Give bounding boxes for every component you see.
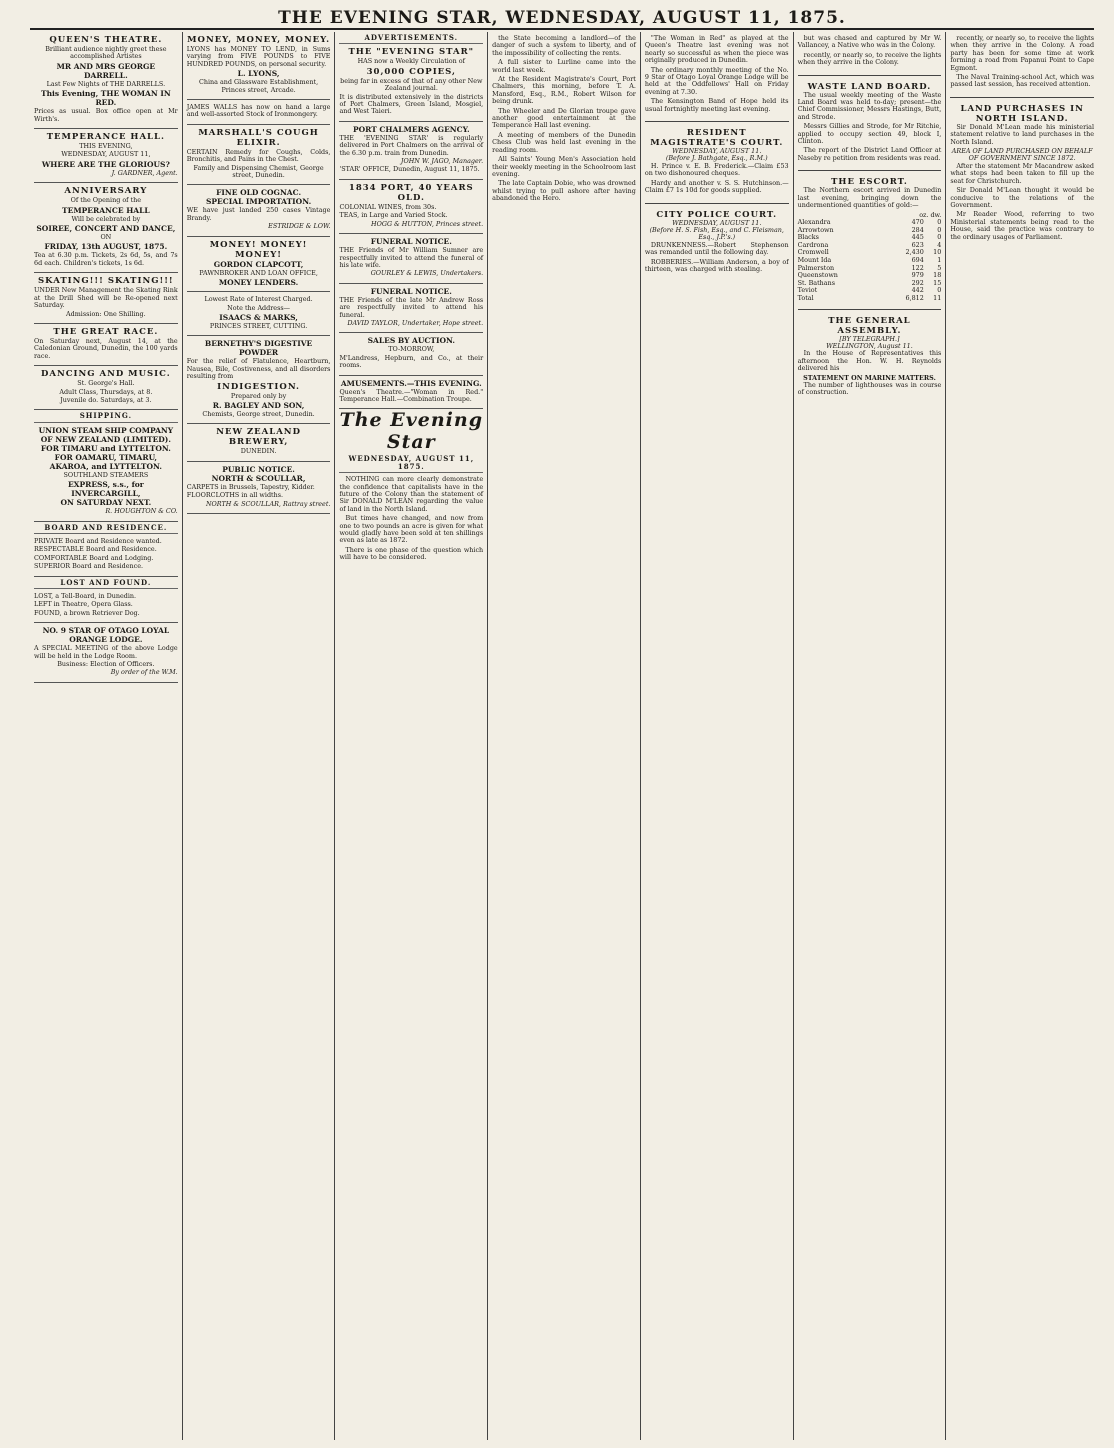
column-3	[335, 32, 488, 1440]
ad-line: Brilliant audience nightly greet these accomplished Artistes	[45, 45, 167, 61]
ad-line: RESPECTABLE Board and Residence.	[34, 545, 157, 554]
advertisements-head: ADVERTISEMENTS.	[339, 32, 483, 44]
ad-line: JOHN W. JAGO, Manager.	[400, 157, 484, 166]
escort-oz: 122	[911, 263, 924, 272]
article-paragraph: ROBBERIES.—William Anderson, a boy of thirteen, was charged with stealing.	[644, 257, 789, 273]
article-paragraph: In the House of Representatives this afternoon the Hon. W. H. Reynolds delivered his	[797, 349, 942, 373]
escort-district: Mount Ida	[797, 256, 832, 265]
ad-line: PAWNBROKER AND LOAN OFFICE,	[199, 268, 318, 277]
ad-line: UNDER New Management the Skating Rink at the Drill Shed will be Re-opened next Saturday.	[34, 286, 178, 310]
ad-line: SOUTHLAND STEAMERS	[63, 470, 149, 479]
public-notice-ad	[187, 462, 331, 514]
article-paragraph: The ordinary monthly meeting of the No. 9 Star of Otago Loyal Orange Lodge will be held at the Oddfellows' Hall on Friday evening at 7.30.	[644, 65, 789, 96]
article-heading: THE ESCORT.	[831, 177, 908, 188]
escort-dw: 4	[937, 240, 942, 249]
ad-line: ON	[100, 233, 112, 242]
brewery-ad	[187, 424, 331, 461]
ad-line: Lowest Rate of Interest Charged.	[204, 295, 313, 304]
ad-line: Juvenile do. Saturdays, at 3.	[60, 395, 152, 404]
ad-line: Admission: One Shilling.	[66, 309, 146, 318]
ad-line: Family and Dispensing Chemist, George street, Dunedin.	[193, 163, 324, 180]
article-paragraph: The Northern escort arrived in Dunedin last evening, bringing down the undermentioned quantities of gold:—	[797, 186, 942, 210]
dancing-ad	[34, 366, 178, 410]
article-paragraph: The Wheeler and De Glorian troupe gave another good entertainment at the Temperance Hall last evening.	[492, 106, 636, 130]
ad-line: WEDNESDAY, AUGUST 11,	[61, 150, 151, 159]
ad-heading: FUNERAL NOTICE.	[370, 286, 452, 296]
ad-line: Prices as usual. Box office open at Mr Wirth's.	[34, 107, 178, 123]
ad-line: EXPRESS, s.s., for INVERCARGILL,	[67, 480, 144, 499]
ad-line: This Evening, THE WOMAN IN RED.	[41, 89, 171, 108]
escort-oz: 2,430	[905, 248, 924, 257]
nameplate: The Evening Star	[339, 409, 483, 454]
escort-district: Cardrona	[797, 240, 829, 249]
ad-line: WE have just landed 250 cases Vintage Brandy.	[186, 206, 331, 222]
news-column	[492, 32, 636, 208]
race-ad	[34, 324, 178, 366]
ad-line: CARPETS in Brussels, Tapestry, Kidder.	[186, 482, 315, 491]
article-paragraph: All Saints' Young Men's Association held their weekly meeting in the Schoolroom last evening.	[492, 155, 636, 178]
escort-district: Cromwell	[797, 248, 829, 257]
article-paragraph: Sir Donald M'Lean made his ministerial statement relative to land purchases in the North Island.	[950, 122, 1095, 146]
escort-dw: 0	[937, 218, 942, 227]
ad-line: On Saturday next, August 14, at the Caledonian Ground, Dunedin, the 100 yards race.	[34, 336, 178, 360]
money-ad	[187, 32, 331, 100]
column-4	[488, 32, 641, 1440]
escort-district: St. Bathans	[797, 278, 835, 287]
ad-heading: MONEY, MONEY, MONEY.	[187, 35, 331, 45]
article-paragraph: But times have changed, and now from one to two pounds an acre is given for what would gladly have been sold at ten shillings even as late as 1872.	[339, 514, 484, 545]
article-heading: THE GENERAL ASSEMBLY.	[828, 315, 911, 336]
escort-oz: 979	[911, 271, 924, 280]
article-paragraph: The late Captain Dobie, who was drowned whilst trying to pull ashore after having abandoned the Hero.	[492, 179, 636, 203]
ad-heading: TEMPERANCE HALL.	[46, 132, 165, 143]
waste-land-board	[798, 79, 942, 168]
ad-heading: FUNERAL NOTICE.	[370, 237, 452, 247]
escort-total-label: Total	[797, 294, 814, 303]
ad-line: GORDON CLAPCOTT,	[213, 259, 304, 269]
ad-line: M'Landress, Hepburn, and Co., at their rooms.	[339, 353, 484, 370]
ad-line: FOR OAMARU, TIMARU, AKAROA, and LYTTELTON.	[49, 452, 163, 471]
ad-line: THIS EVENING,	[79, 142, 133, 151]
article-paragraph: but was chased and captured by Mr W. Vallancey, a Native who was in the Colony.	[797, 34, 942, 50]
sales-ad	[339, 333, 483, 375]
article-heading: RESIDENT MAGISTRATE'S COURT.	[650, 128, 784, 149]
article-paragraph: the State becoming a landlord—of the danger of such a system to liberty, and of the impossibility of collecting the rents.	[492, 34, 636, 57]
ad-line: HAS now a Weekly Circulation of	[357, 57, 466, 66]
ad-heading: BERNETHY'S DIGESTIVE POWDER	[204, 339, 313, 358]
ad-line: Of the Opening of the	[70, 196, 142, 205]
article-paragraph: A meeting of members of the Dunedin Chess Club was held last evening in the reading room.	[492, 130, 636, 154]
ad-heading: MARSHALL'S COUGH ELIXIR.	[198, 127, 319, 148]
ad-line: TEMPERANCE HALL	[62, 205, 150, 215]
ad-line: St. George's Hall.	[77, 379, 135, 388]
column-1	[30, 32, 183, 1440]
ad-line: Chemists, George street, Dunedin.	[202, 409, 315, 418]
article-date: WEDNESDAY, AUGUST 11.	[672, 147, 762, 156]
article-heading: WASTE LAND BOARD.	[807, 81, 932, 92]
ad-line: Queen's Theatre.—"Woman in Red." Temperance Hall.—Combination Troupe.	[339, 387, 484, 403]
ad-heading: PORT CHALMERS AGENCY.	[352, 124, 470, 134]
article-date: WEDNESDAY, AUGUST 11.	[672, 218, 762, 227]
escort-total-dw: 11	[933, 294, 942, 303]
ad-line: THE 'EVENING STAR' is regularly delivered in Port Chalmers on the arrival of the 6.30 p.m. train from Dunedin.	[339, 133, 484, 157]
ad-line: It is distributed extensively in the districts of Port Chalmers, Green Island, Mosgiel, and West Taieri.	[339, 92, 484, 116]
ad-line: being far in excess of that of any other New Zealand journal.	[340, 76, 483, 93]
news-column	[798, 32, 942, 72]
ad-line: DAVID TAYLOR, Undertaker, Hope street.	[347, 318, 484, 327]
ad-heading: NEW ZEALAND BREWERY,	[216, 427, 301, 448]
lodge-ad	[34, 623, 178, 683]
ad-line: FRIDAY, 13th AUGUST, 1875.	[44, 242, 168, 252]
ad-line: Tea at 6.30 p.m. Tickets, 2s 6d, 5s, and 7s 6d each. Children's tickets, 1s 6d.	[34, 251, 178, 267]
ad-line: For the relief of Flatulence, Heartburn, Nausea, Bile, Costiveness, and all disorders resulting from	[186, 357, 331, 381]
ad-heading: NO. 9 STAR OF OTAGO LOYAL ORANGE LODGE.	[42, 626, 170, 645]
escort-district: Palmerston	[797, 263, 835, 272]
article-paragraph: The usual weekly meeting of the Waste Land Board was held to-day; present—the Chief Commissioner, Messrs Hastings, Butt, and Strode.	[797, 90, 942, 121]
ad-line: THE Friends of Mr William Sumner are respectfully invited to attend the funeral of his late wife.	[339, 246, 484, 269]
ad-line: China and Glassware Establishment, Princes street, Arcade.	[198, 78, 319, 94]
escort-oz: 284	[911, 225, 924, 234]
article-byline: (Before J. Bathgate, Esq., R.M.)	[665, 154, 768, 163]
ad-line: ISAACS & MARKS,	[219, 312, 298, 322]
ad-line: Prepared only by	[230, 391, 287, 400]
ad-line: 30,000 COPIES,	[366, 66, 456, 77]
article-paragraph: "The Woman in Red" as played at the Queen's Theatre last evening was not nearly so successful as when the piece was originally produced in Dunedin.	[644, 34, 789, 65]
escort-dw: 5	[937, 263, 942, 272]
escort-oz: 292	[911, 278, 924, 287]
masthead-title: THE EVENING STAR, WEDNESDAY, AUGUST 11, 1875.	[278, 8, 846, 28]
article-paragraph: The Kensington Band of Hope held its usual fortnightly meeting last evening.	[644, 97, 789, 113]
escort-total-row	[798, 295, 942, 303]
shipping-ad	[34, 423, 178, 522]
columns	[30, 32, 1098, 1440]
ad-line: LYONS has MONEY TO LEND, in Sums varying from FIVE POUNDS to FIVE HUNDRED POUNDS, on personal security.	[186, 45, 331, 68]
ad-line: FOR TIMARU and LYTTELTON.	[40, 443, 171, 453]
article-paragraph: There is one phase of the question which will have to be considered.	[339, 545, 484, 562]
escort-district: Blacks	[797, 233, 819, 242]
cognac-ad	[187, 185, 331, 236]
ad-line: MONEY LENDERS.	[218, 278, 299, 288]
ad-line: L. LYONS,	[237, 69, 280, 79]
leader-article	[339, 473, 483, 566]
escort-district: Teviot	[797, 286, 818, 295]
ad-line: TO-MORROW,	[388, 345, 435, 354]
escort-district: Alexandra	[797, 218, 831, 227]
column-7	[946, 32, 1098, 1440]
escort-dw: 0	[937, 286, 942, 295]
queens-theatre-ad	[34, 32, 178, 129]
ad-line: A SPECIAL MEETING of the above Lodge will be held in the Lodge Room.	[34, 644, 178, 660]
ad-line: ON SATURDAY NEXT.	[60, 498, 152, 508]
masthead	[30, 6, 1094, 30]
article-byline: [BY TELEGRAPH.]	[839, 334, 900, 343]
board-section-head: BOARD AND RESIDENCE.	[34, 522, 178, 534]
lost-section-head: LOST AND FOUND.	[34, 577, 178, 589]
escort-district: Queenstown	[797, 271, 838, 280]
ad-heading: Note the Address—	[227, 303, 291, 312]
funeral-notice-2	[339, 284, 483, 334]
ad-line: GOURLEY & LEWIS, Undertakers.	[370, 269, 484, 278]
ad-heading: SKATING!!! SKATING!!!	[38, 276, 174, 287]
ad-line: UNION STEAM SHIP COMPANY OF NEW ZEALAND (LIMITED).	[38, 425, 174, 444]
ad-line: PRIVATE Board and Residence wanted.	[34, 536, 162, 545]
ad-line: NORTH & SCOULLAR,	[211, 473, 306, 483]
news-column	[645, 32, 789, 118]
ad-heading: THE "EVENING STAR"	[348, 47, 475, 58]
lost-ads	[34, 589, 178, 623]
article-subheading: AREA OF LAND PURCHASED ON BEHALF OF GOVERNMENT SINCE 1872.	[951, 147, 1093, 163]
article-paragraph: Mr Reader Wood, referring to two Ministerial statements being read to the House, said the practice was contrary to the ordinary usages of Parliament.	[950, 210, 1095, 241]
dateline: WEDNESDAY, AUGUST 11, 1875.	[339, 453, 483, 473]
ad-line: SOIREE, CONCERT AND DANCE,	[36, 224, 176, 234]
article-paragraph: Hardy and another v. S. S. Hutchinson.—Claim £7 1s 10d for goods supplied.	[644, 178, 789, 195]
ad-line: FOUND, a brown Retriever Dog.	[34, 608, 140, 617]
escort-oz: 470	[911, 218, 924, 227]
ad-heading: AMUSEMENTS.—THIS EVENING.	[340, 378, 482, 388]
ad-line: ESTRIDGE & LOW.	[268, 222, 331, 231]
ad-line: Last Few Nights of THE DARRELLS.	[46, 79, 166, 88]
article-paragraph: NOTHING can more clearly demonstrate the confidence that capitalists have in the future of the Colony than the statement of Sir DONALD M'LEAN regarding the value of land in the North Island.	[339, 475, 484, 513]
article-paragraph: A full sister to Lurline came into the world last week.	[492, 58, 636, 74]
escort-dw: 18	[933, 271, 942, 280]
ad-line: By order of the W.M.	[110, 668, 178, 677]
escort-dw: 0	[937, 233, 942, 242]
escort-article	[798, 174, 942, 305]
article-paragraph: The Naval Training-school Act, which was passed last session, has received attention.	[950, 73, 1095, 89]
ad-heading: 1834 PORT, 40 YEARS OLD.	[348, 182, 474, 203]
money2-ad	[187, 237, 331, 292]
ad-line: SUPERIOR Board and Residence.	[34, 562, 144, 571]
article-paragraph: recently, or nearly so, to receive the lights when they arrive in the Colony. A road party has been for some time at work forming a road from Papanui Point to Cape Egmont.	[950, 34, 1095, 72]
ad-line: COLONIAL WINES, from 30s.	[339, 202, 437, 211]
police-court	[645, 207, 789, 279]
article-paragraph: recently, or nearly so, to receive the lights when they arrive in the Colony.	[797, 50, 942, 67]
port-wine-ad	[339, 180, 483, 234]
article-paragraph: DRUNKENNESS.—Robert Stephenson was remanded until the following day.	[644, 240, 789, 257]
walls-ad	[187, 100, 331, 125]
temperance-hall-ad	[34, 129, 178, 183]
board-ads	[34, 534, 178, 577]
shipping-section-head: SHIPPING.	[34, 410, 178, 422]
magistrates-court	[645, 125, 789, 199]
ad-line: Will be celebrated by	[71, 214, 141, 223]
ad-heading: THE GREAT RACE.	[53, 326, 159, 337]
ad-line: LOST, a Tell-Board, in Dunedin.	[34, 592, 137, 600]
ad-heading: FINE OLD COGNAC.	[216, 188, 302, 198]
digestive-ad	[187, 336, 331, 424]
ad-line: NORTH & SCOULLAR, Rattray street.	[205, 499, 331, 508]
article-paragraph: Sir Donald M'Lean thought it would be conducive to the relations of the Government.	[950, 186, 1095, 209]
escort-dw: 10	[933, 248, 942, 257]
ad-line: J. GARDNER, Agent.	[111, 168, 178, 177]
article-heading: LAND PURCHASES IN NORTH ISLAND.	[960, 103, 1084, 124]
ad-line: R. BAGLEY AND SON,	[212, 400, 305, 410]
ad-line: PRINCES STREET, CUTTING.	[209, 321, 308, 330]
star-circulation-ad	[339, 44, 483, 121]
land-purchases	[950, 101, 1094, 246]
ad-line: MR AND MRS GEORGE DARRELL.	[56, 61, 156, 80]
article-paragraph: Messrs Gillies and Strode, for Mr Ritchie, applied to occupy section 49, block I, Clinton.	[797, 122, 942, 146]
ad-heading: MONEY! MONEY! MONEY!	[209, 239, 308, 260]
ad-line: WHERE ARE THE GLORIOUS?	[41, 159, 170, 169]
ad-line: JAMES WALLS has now on hand a large and well-assorted Stock of Ironmongery.	[186, 103, 331, 119]
article-paragraph: At the Resident Magistrate's Court, Port Chalmers, this morning, before T. A. Mansford, Esq., R.M., Robert Wilson for being drunk.	[492, 75, 636, 106]
anniversary-ad	[34, 183, 178, 273]
ad-line: COMFORTABLE Board and Lodging.	[34, 553, 154, 562]
ad-heading: PUBLIC NOTICE.	[222, 464, 295, 474]
escort-oz: 623	[911, 240, 924, 249]
article-paragraph: H. Prince v. E. B. Frederick.—Claim £53 on two dishonoured cheques.	[644, 161, 789, 178]
ad-heading: QUEEN'S THEATRE.	[49, 35, 163, 45]
ad-line: INDIGESTION.	[217, 381, 301, 392]
article-paragraph: After the statement Mr Macandrew asked what steps had been taken to fill up the seat for Christchurch.	[950, 161, 1095, 185]
ad-line: Adult Class, Thursdays, at 8.	[59, 387, 153, 396]
article-heading: CITY POLICE COURT.	[656, 209, 778, 220]
general-assembly	[798, 313, 942, 402]
article-date: WELLINGTON, August 11.	[826, 342, 913, 351]
escort-dw: 0	[937, 225, 942, 234]
column-2	[183, 32, 336, 1440]
ad-line: LEFT in Theatre, Opera Glass.	[34, 600, 133, 609]
escort-oz: 445	[911, 233, 924, 242]
port-agency-ad	[339, 122, 483, 180]
ad-line: SPECIAL IMPORTATION.	[205, 197, 312, 207]
skating-ad	[34, 273, 178, 324]
ad-heading: SALES BY AUCTION.	[367, 336, 455, 346]
article-byline: (Before H. S. Fish, Esq., and C. Fleisman, Esq., J.P.'s.)	[649, 225, 784, 242]
ad-line: FLOORCLOTHS in all widths.	[186, 491, 284, 500]
escort-dw: 1	[937, 256, 942, 265]
escort-district: Arrowtown	[797, 225, 834, 234]
ad-heading: ANNIVERSARY	[64, 186, 148, 197]
escort-total-oz: 6,812	[905, 294, 924, 303]
escort-table	[798, 212, 942, 303]
news-column	[950, 32, 1094, 94]
article-paragraph: The report of the District Land Officer at Naseby re petition from residents was read.	[797, 146, 942, 162]
article-paragraph: The number of lighthouses was in course of construction.	[797, 381, 942, 397]
isaacs-ad	[187, 292, 331, 336]
ad-line: TEAS, in Large and Varied Stock.	[339, 211, 448, 220]
escort-oz: 442	[911, 286, 924, 295]
column-5	[641, 32, 794, 1440]
ad-line: R. HOUGHTON & CO.	[105, 507, 178, 516]
escort-unit: oz. dw.	[919, 210, 942, 219]
escort-dw: 15	[933, 278, 942, 287]
escort-oz: 694	[911, 256, 924, 265]
amusements-ad	[339, 376, 483, 410]
article-subheading: STATEMENT ON MARINE MATTERS.	[803, 373, 936, 382]
ad-line: Business: Election of Officers.	[57, 660, 155, 669]
ad-line: THE Friends of the late Mr Andrew Ross are respectfully invited to attend his funeral.	[339, 295, 484, 319]
ad-line: 'STAR' OFFICE, Dunedin, August 11, 1875.	[339, 165, 480, 174]
ad-heading: DANCING AND MUSIC.	[41, 369, 171, 380]
funeral-notice-1	[339, 234, 483, 284]
ad-line: DUNEDIN.	[240, 447, 277, 456]
cough-ad	[187, 125, 331, 186]
ad-line: HOGG & HUTTON, Princes street.	[371, 219, 484, 228]
column-6	[794, 32, 947, 1440]
ad-line: CERTAIN Remedy for Coughs, Colds, Bronchitis, and Pains in the Chest.	[186, 147, 331, 164]
